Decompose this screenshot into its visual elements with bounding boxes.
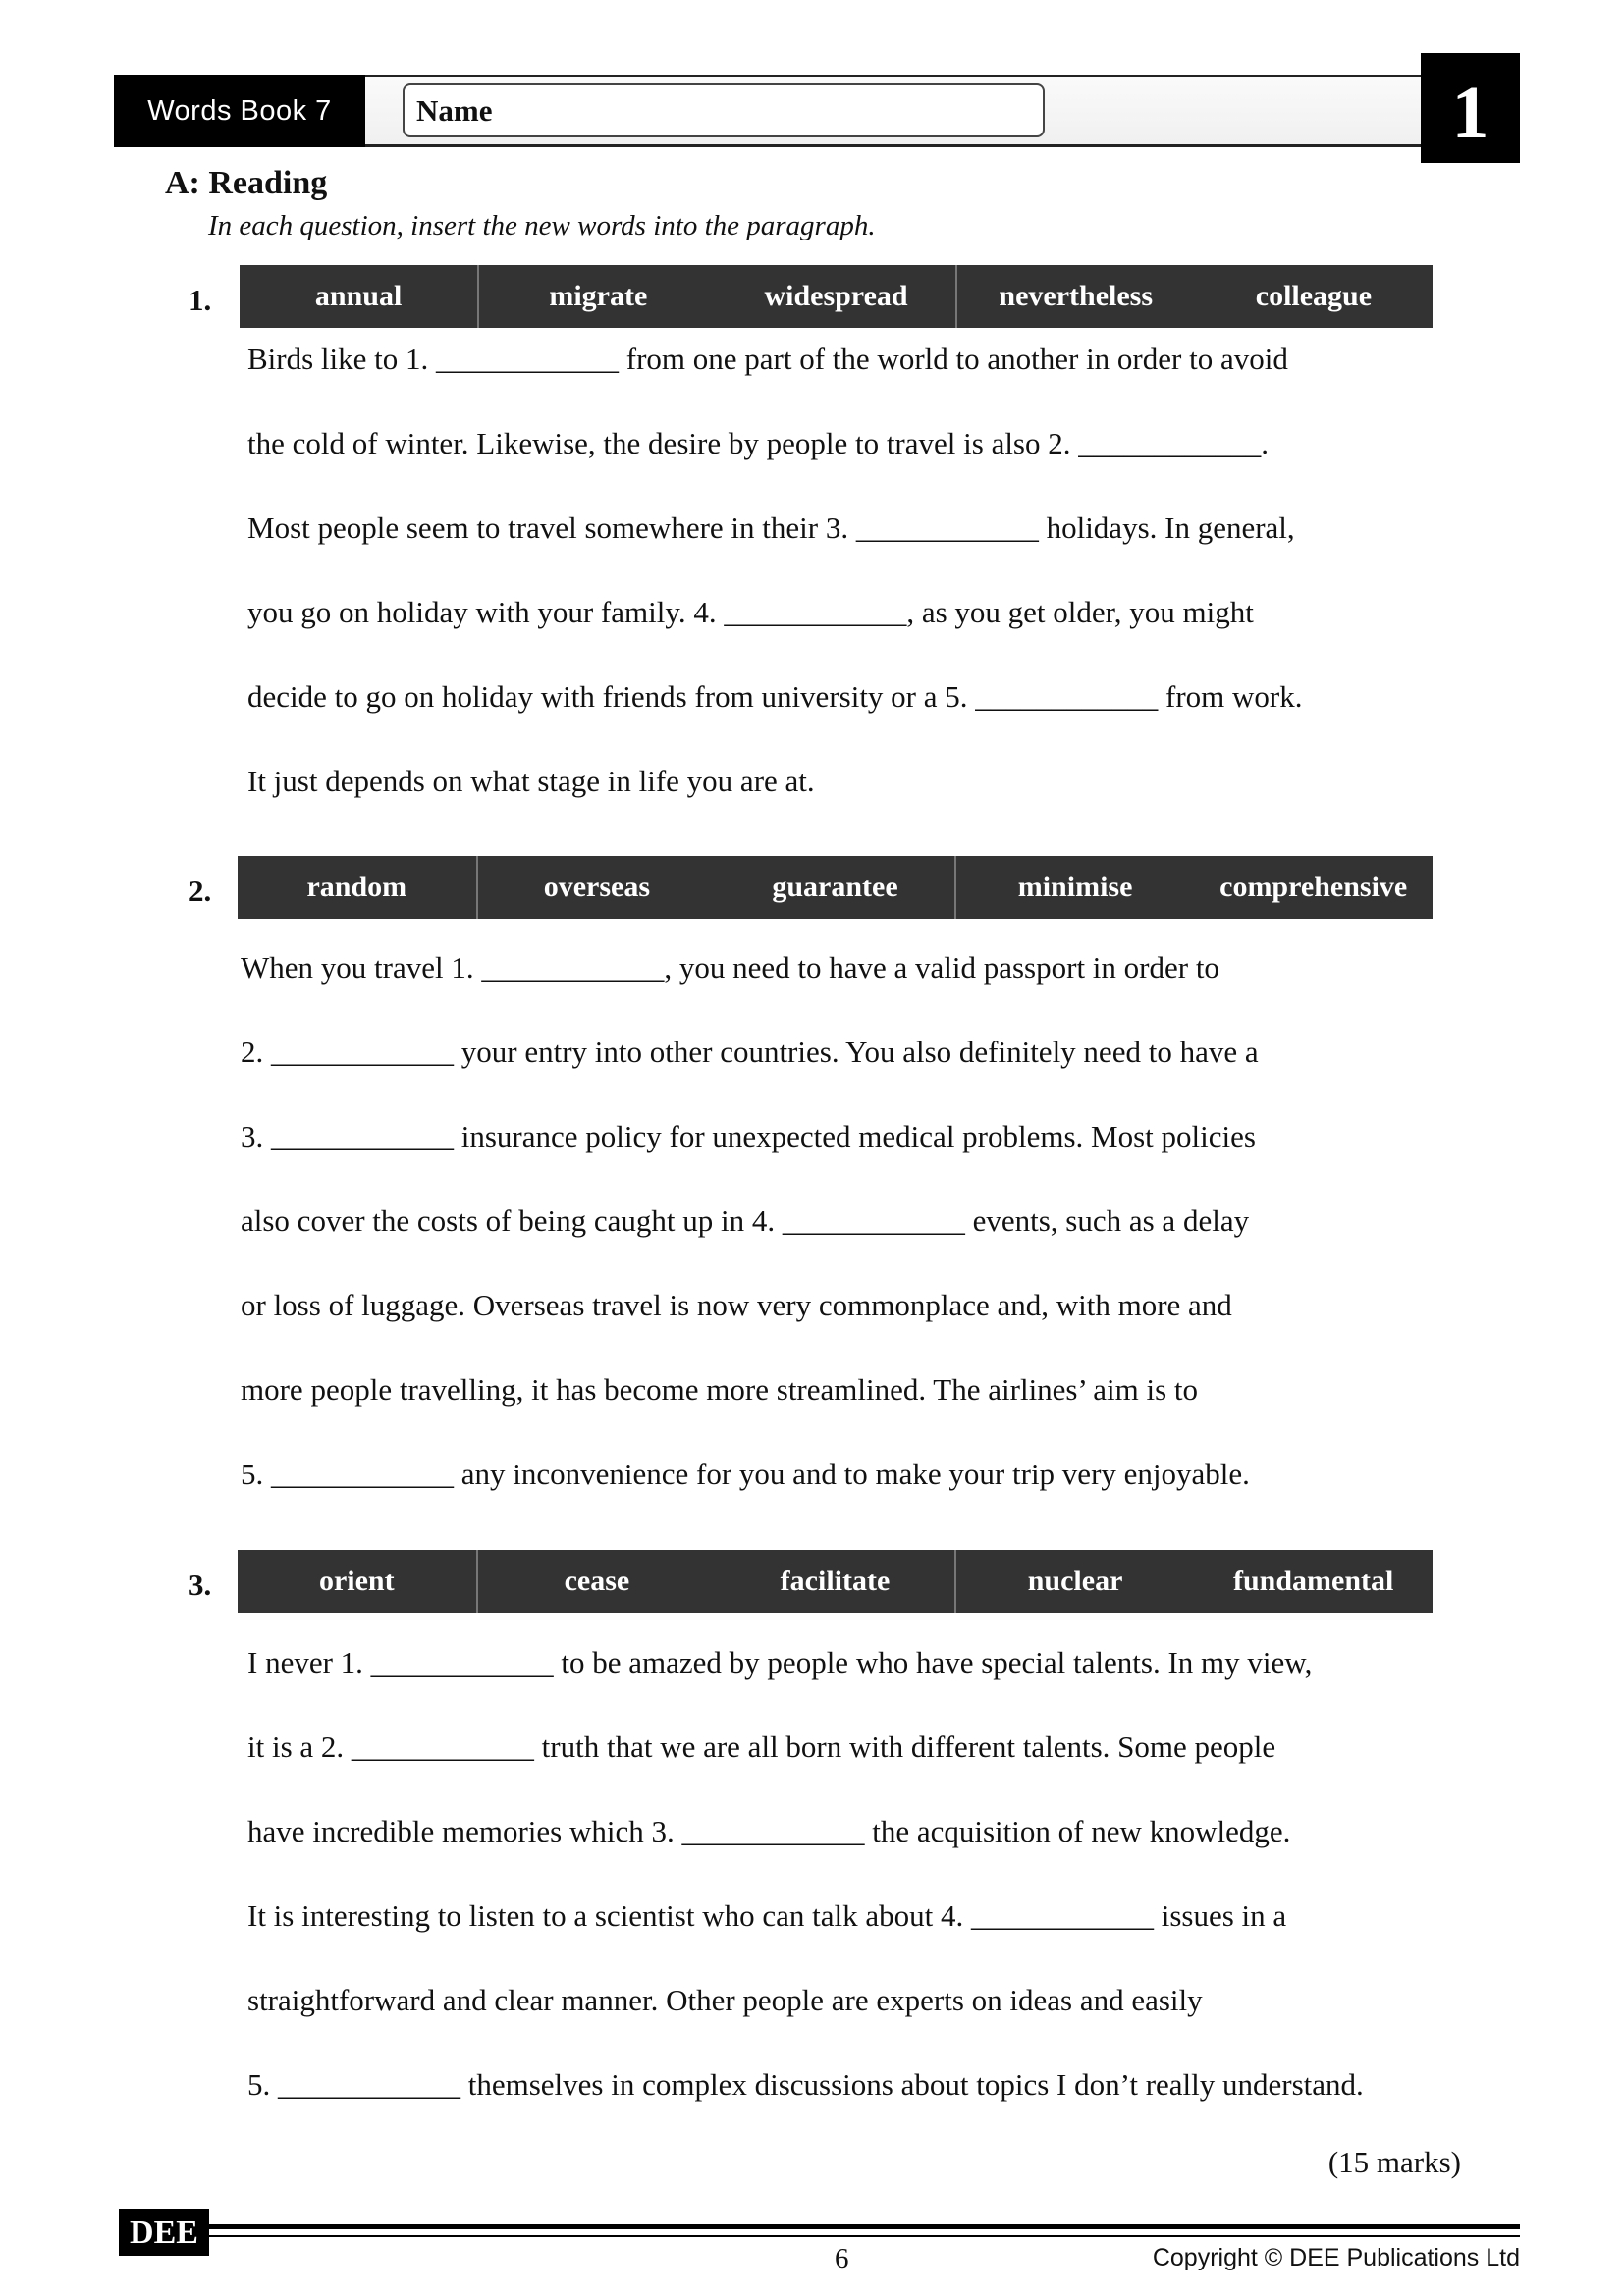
word-bank-item: minimise <box>1017 871 1133 903</box>
word-bank-item: cease <box>564 1565 630 1597</box>
paragraph-line: it is a 2. ____________ truth that we are all born with different talents. Some people <box>247 1730 1276 1764</box>
word-bank <box>238 856 1433 919</box>
paragraph-line: 2. ____________ your entry into other countries. You also definitely need to have a <box>241 1035 1259 1069</box>
word-bank-item: overseas <box>543 871 651 903</box>
paragraph-line: have incredible memories which 3. ____________ the acquisition of new knowledge. <box>247 1814 1291 1848</box>
copyright-notice: Copyright © DEE Publications Ltd <box>1152 2244 1520 2271</box>
publisher-logo: DEE <box>119 2209 209 2256</box>
word-bank-item: guarantee <box>716 856 956 919</box>
question-number: 2. <box>189 874 212 908</box>
question-number: 1. <box>189 283 212 317</box>
paragraph-line: It just depends on what stage in life you are at. <box>247 764 815 798</box>
question-number: 3. <box>189 1568 212 1602</box>
paragraph-line: more people travelling, it has become more streamlined. The airlines’ aim is to <box>241 1372 1199 1407</box>
paragraph-line: straightforward and clear manner. Other people are experts on ideas and easily <box>247 1983 1203 2017</box>
section-instructions: In each question, insert the new words into the paragraph. <box>208 210 876 241</box>
paragraph-line: When you travel 1. ____________, you need to have a valid passport in order to <box>241 950 1219 985</box>
marks-total: (15 marks) <box>1327 2145 1461 2179</box>
section-title: A: Reading <box>165 165 328 201</box>
word-bank-item: annual <box>240 265 479 328</box>
word-bank-item: migrate <box>549 280 648 312</box>
paragraph-line: I never 1. ____________ to be amazed by people who have special talents. In my view, <box>247 1645 1313 1680</box>
paragraph-line: the cold of winter. Likewise, the desire by people to travel is also 2. ____________. <box>247 426 1269 460</box>
paragraph-line: Birds like to 1. ____________ from one part of the world to another in order to avoid <box>247 342 1288 376</box>
paragraph-line: Most people seem to travel somewhere in their 3. ____________ holidays. In general, <box>247 510 1295 545</box>
paragraph-line: 5. ____________ any inconvenience for you and to make your trip very enjoyable. <box>241 1457 1250 1491</box>
word-bank-item: fundamental <box>1232 1565 1394 1597</box>
word-bank-item: widespread <box>717 265 956 328</box>
word-bank-item: random <box>238 856 478 919</box>
word-bank <box>238 1550 1433 1613</box>
unit-number-badge: 1 <box>1421 53 1520 163</box>
footer-rule <box>206 2235 1520 2237</box>
word-bank-item: comprehensive <box>1219 871 1408 903</box>
footer-rule <box>206 2224 1520 2229</box>
word-bank-item: orient <box>238 1550 478 1613</box>
paragraph-line: or loss of luggage. Overseas travel is now very commonplace and, with more and <box>241 1288 1232 1322</box>
name-field[interactable] <box>403 83 1045 137</box>
paragraph-line: 5. ____________ themselves in complex discussions about topics I don’t really understand. <box>247 2067 1364 2102</box>
paragraph-line: It is interesting to listen to a scientist who can talk about 4. ____________ issues in a <box>247 1898 1287 1933</box>
paragraph-line: 3. ____________ insurance policy for unexpected medical problems. Most policies <box>241 1119 1256 1153</box>
word-bank-item: nuclear <box>1027 1565 1123 1597</box>
word-bank-item: facilitate <box>716 1550 956 1613</box>
paragraph-line: decide to go on holiday with friends from university or a 5. ____________ from work. <box>247 679 1303 714</box>
name-label: Name <box>416 93 493 128</box>
page-number: 6 <box>835 2243 849 2274</box>
word-bank-item: colleague <box>1255 280 1373 312</box>
word-bank <box>240 265 1433 328</box>
series-label: Words Book 7 <box>114 75 365 147</box>
paragraph-line: also cover the costs of being caught up in 4. ____________ events, such as a delay <box>241 1203 1250 1238</box>
paragraph-line: you go on holiday with your family. 4. ____________, as you get older, you might <box>247 595 1254 629</box>
word-bank-item: nevertheless <box>999 280 1154 312</box>
